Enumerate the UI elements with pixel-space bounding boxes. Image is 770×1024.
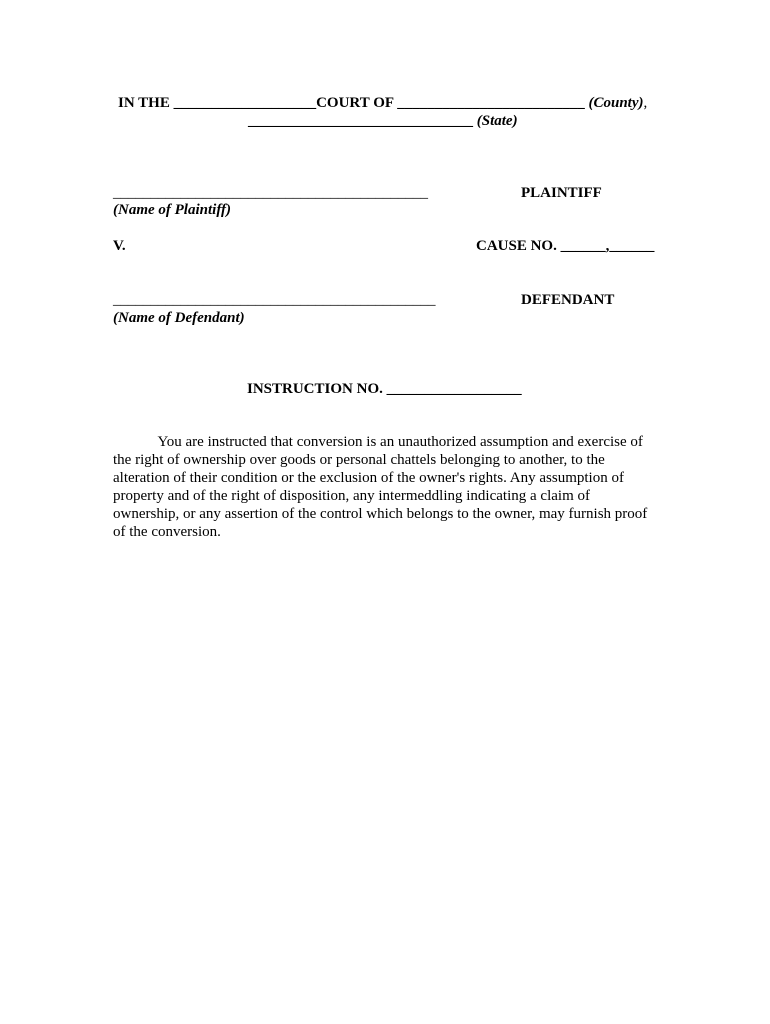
court-caption-text: IN THE ___________________COURT OF _________________________: [118, 95, 589, 111]
plaintiff-name-blank: __________________________________________: [113, 185, 428, 201]
county-label: (County): [588, 95, 644, 111]
versus-label: V.: [113, 238, 126, 254]
body-line: of the conversion.: [113, 524, 221, 540]
cause-number: CAUSE NO. ______,______: [476, 238, 655, 254]
state-label: (State): [476, 113, 518, 129]
plaintiff-name-hint: (Name of Plaintiff): [113, 202, 232, 218]
plaintiff-label: PLAINTIFF: [521, 185, 602, 201]
court-caption-line-2: [248, 112, 518, 130]
defendant-name-blank: ___________________________________________: [113, 292, 436, 308]
defendant-name-hint: (Name of Defendant): [113, 310, 245, 326]
body-line: alteration of their condition or the exclusion of the owner's rights. Any assumption of: [113, 470, 624, 486]
body-line: ownership, or any assertion of the control which belongs to the owner, may furnish proof: [113, 506, 648, 522]
body-line: You are instructed that conversion is an unauthorized assumption and exercise of: [113, 434, 643, 450]
instruction-heading: INSTRUCTION NO. __________________: [247, 381, 522, 397]
court-caption-line-1: [118, 94, 647, 112]
state-blank: ______________________________: [248, 113, 477, 129]
caption-comma: ,: [643, 95, 648, 111]
defendant-label: DEFENDANT: [521, 292, 615, 308]
body-line: the right of ownership over goods or personal chattels belonging to another, to the: [113, 452, 605, 468]
instruction-body: [113, 433, 658, 541]
body-line: property and of the right of disposition, any intermeddling indicating a claim of: [113, 488, 590, 504]
